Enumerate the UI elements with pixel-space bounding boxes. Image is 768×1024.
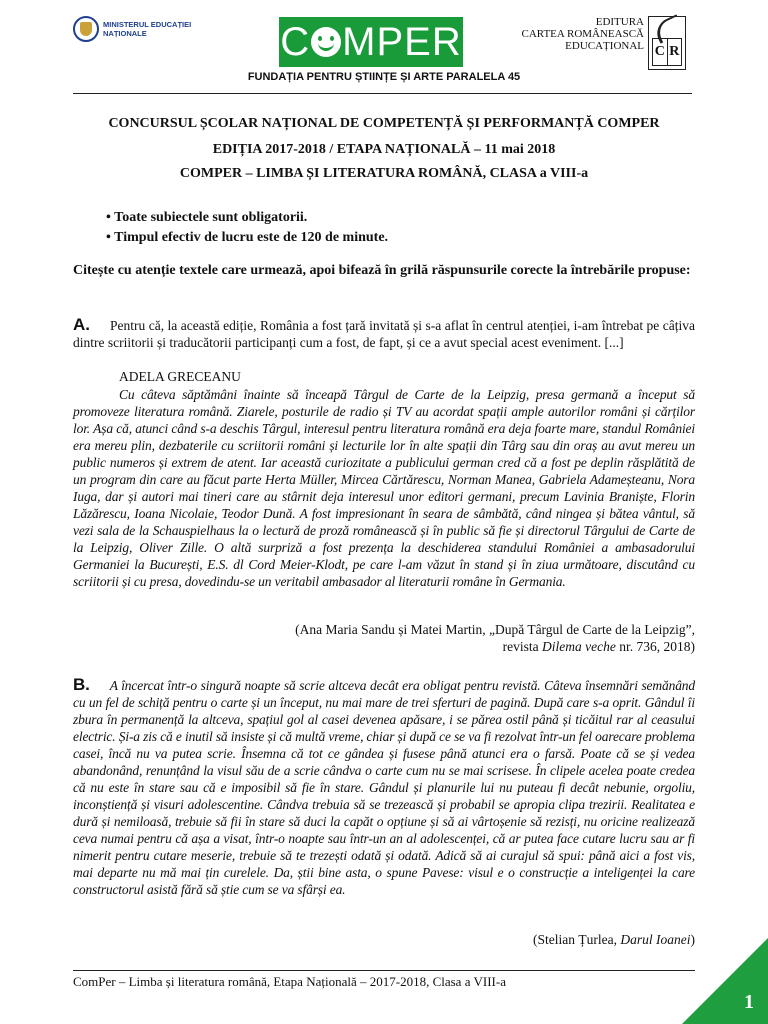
ministry-logo xyxy=(73,16,191,42)
section-b-citation: (Stelian Țurlea, Darul Ioanei) xyxy=(533,932,695,947)
page-number: 1 xyxy=(744,991,754,1013)
section-a-text: Cu câteva săptămâni înainte să înceapă Târgul de Carte de la Leipzig, presa germană a început să promoveze literatura română. Ziarele, posturile de radio și TV au acordat spații ample autorilor români și cărților lor. Așa că, atunci când s-a deschis Târgul, interesul pentru literatura română era deja foarte mare, standul României era mereu plin, dezbaterile cu scriitorii români și lecturile lor în alte spații din Târg sau din oraș au avut mereu un public numeros și extrem de atent. Iar această curiozitate a publicului german cred că a fost pe deplin răsplătită de un program din care au făcut parte Herta Müller, Mircea Cărtărescu, Norman Manea, Gabriela Adameșteanu, Nora Iuga, dar și autori mai tineri care au stârnit deja interesul unor editori germani, precum Lavinia Braniște, Florin Lăzărescu, Ioana Nicolaie, Teodor Dună. A fost impresionant în seara de sâmbătă, când ningea și bătea vântul, să vezi sala de la Schauspielhaus la o lectură de proză românească și în public să fie și directorul Târgului de Carte de la Leipzig, Oliver Zille. O altă surpriză a fost prezența la deschiderea standului României a ambasadorului Germaniei la București, E.S. dl Cord Meier-Klodt, pe care l-am văzut în stand și în ziua următoare, discutând cu scriitorii și cu presa, dovedindu-se un veritabil ambasador al literaturii române în Germania. xyxy=(73,387,695,589)
comper-logo xyxy=(279,17,463,67)
section-a-citation-line1: (Ana Maria Sandu și Matei Martin, „După Târgul de Carte de la Leipzig”, xyxy=(295,622,695,637)
publisher-logo xyxy=(648,16,686,70)
smiley-icon xyxy=(311,27,341,57)
section-a-citation-line2: revista Dilema veche nr. 736, 2018) xyxy=(502,639,695,654)
footer-text: ComPer – Limba și literatura română, Etapa Națională – 2017-2018, Clasa a VIII-a xyxy=(73,974,506,989)
subject-title: COMPER – LIMBA ȘI LITERATURA ROMÂNĂ, CLASA a VIII-a xyxy=(179,166,589,181)
section-a-letter: A. xyxy=(73,315,90,334)
rule-item: • Toate subiectele sunt obligatorii. xyxy=(106,208,388,228)
foundation-name: FUNDAȚIA PENTRU ȘTIINȚE ȘI ARTE PARALELA 45 xyxy=(247,71,521,83)
publisher-line-3: EDUCAȚIONAL xyxy=(565,40,644,52)
rules-list xyxy=(106,208,388,248)
publisher-logo-r: R xyxy=(667,39,682,65)
ministry-crest-icon xyxy=(73,16,99,42)
publisher-line-2: CARTEA ROMÂNEASCĂ xyxy=(521,28,644,40)
section-a-intro-text: Pentru că, la această ediție, România a fost țară invitată și s-a aflat în centrul atenției, i-am întrebat pe câțiva dintre scriitorii și traducătorii participanți cum a fost, de fapt, și ce a avut special acest eveniment. [...] xyxy=(73,318,695,350)
footer-divider xyxy=(73,970,695,971)
section-a-intro xyxy=(73,316,695,351)
source-title: Dilema veche xyxy=(542,639,616,654)
section-a-author: ADELA GRECEANU xyxy=(119,369,241,384)
comper-logo-suffix: MPER xyxy=(342,20,462,64)
ministry-name-line1: MINISTERUL EDUCAȚIEI xyxy=(103,20,192,29)
publisher-line-1: EDITURA xyxy=(595,16,644,28)
comper-logo-prefix: C xyxy=(280,20,311,64)
ministry-name-line2: NAȚIONALE xyxy=(103,29,147,38)
edition-title: EDIȚIA 2017-2018 / ETAPA NAȚIONALĂ – 11 mai 2018 xyxy=(212,142,556,157)
section-b-body: A încercat într-o singură noapte să scrie altceva decât era obligat pentru revistă. Câteva însemnări semănând cu un fel de schiță pentru o carte și un început, nu mai mare de trei sferturi de pagină. După care s-a oprit. Gândul îi zbura în permanență la altceva, spațiul gol al casei devenea apăsare, i se părea ostil până și ticăitul rar al ceasului electric. Și-a zis că e inutil să insiste și că multă vreme, chiar și după ce se va fi rezolvat într-un fel oarecare problema casei, încă nu va putea scrie. Însemna că tot ce gândea și fusese până atunci era o farsă. Poate că se și vedea abandonând, renunțând la visul său de a scrie cândva o carte cum nu se mai scrisese. În clipele acelea poate credea că nu este în stare sau că e imposibil să fie în stare. Gândul și planurile lui nu puteau fi decât nebunie, orgoliu, inconștiență și visuri adolescentine. Cândva trebuia să se trezească și probabil se apropia clipa trezirii. Realitatea e dură și nemiloasă, trebuie să fii în stare să duci la capăt o opțiune și să ai vârtoșenie să rezisți, nu oricine realizează ceva numai pentru că așa a visat, într-o noapte sau într-un an al adolescenței, că ar putea face cutare lucru sau ar fi nimerit pentru cutare meserie, trebuie să te trezești odată și odată. Adică să ai curajul să spui: până aici a fost vis, mai departe nu mă mai țin curelele. Da, știi bine asta, o spune Pavese: visul e o construcție a inteligenței la care constructorul asistă fără să știe cum se va sfârși ea. xyxy=(73,678,695,897)
section-b-text xyxy=(73,676,695,898)
section-b-letter: B. xyxy=(73,675,90,694)
header-divider xyxy=(73,93,692,94)
contest-title: CONCURSUL ȘCOLAR NAȚIONAL DE COMPETENȚĂ ȘI PERFORMANȚĂ COMPER xyxy=(108,116,660,131)
publisher-name xyxy=(522,16,645,52)
publisher-logo-c: C xyxy=(654,44,665,59)
instruction-text: Citește cu atenție textele care urmează, apoi bifează în grilă răspunsurile corecte la întrebările propuse: xyxy=(73,263,691,278)
source-title: Darul Ioanei xyxy=(620,932,691,947)
page-corner-triangle xyxy=(682,938,768,1024)
rule-item: • Timpul efectiv de lucru este de 120 de minute. xyxy=(106,228,388,248)
